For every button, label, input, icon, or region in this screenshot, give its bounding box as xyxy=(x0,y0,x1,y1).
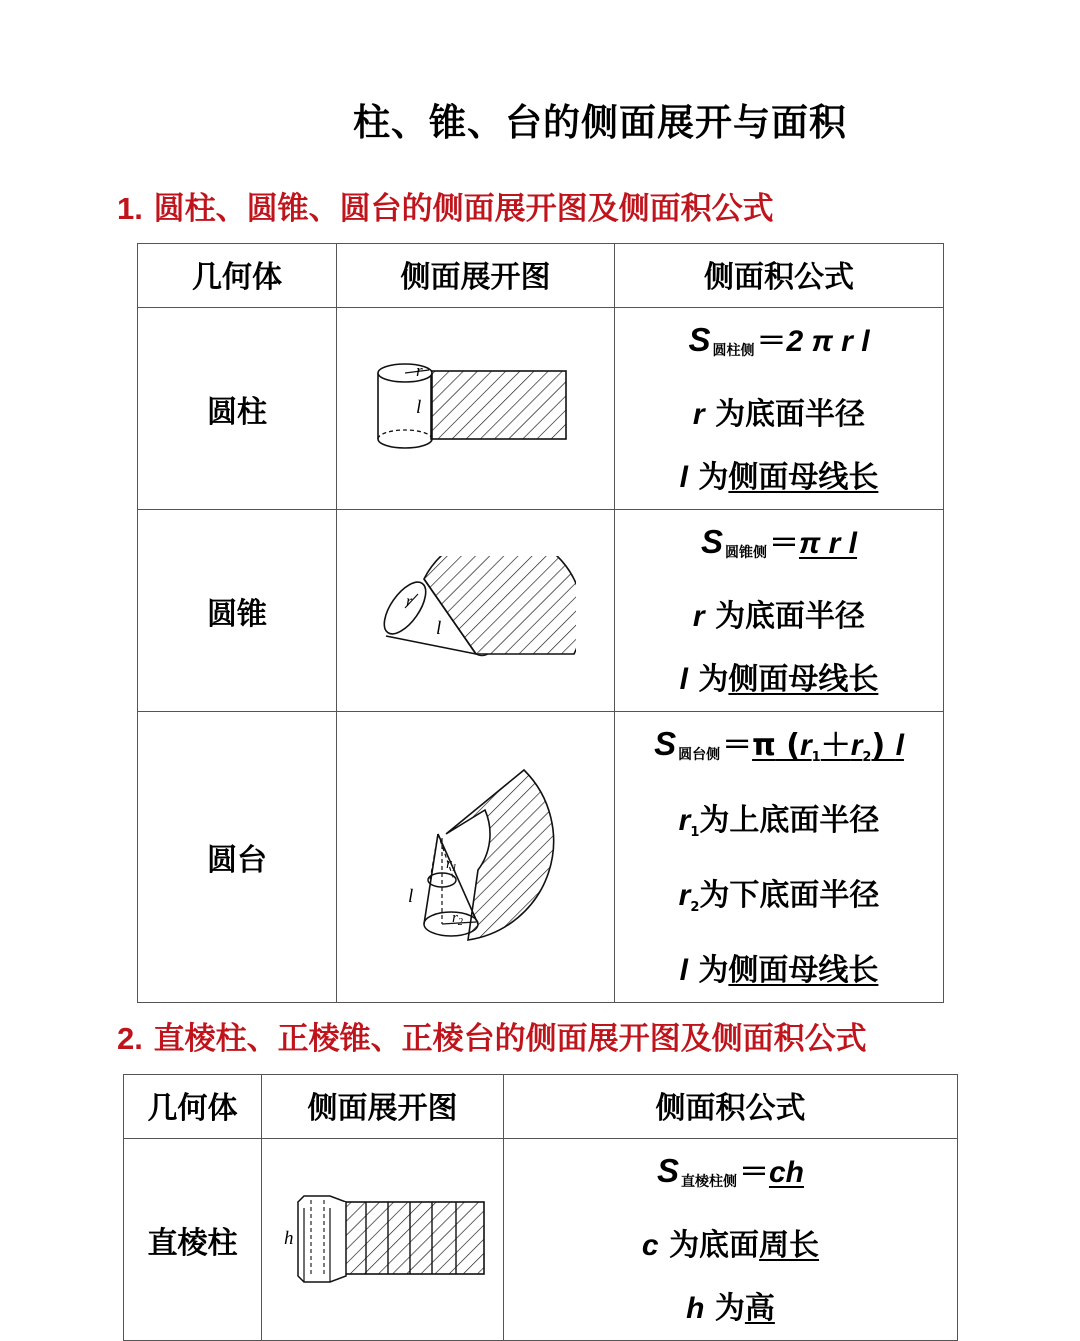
header-solid: 几何体 xyxy=(124,1075,262,1139)
row-name-frustum: 圆台 xyxy=(138,712,337,1003)
label-r: r xyxy=(415,360,423,380)
header-formula: 侧面积公式 xyxy=(504,1075,958,1139)
frustum-net-figure xyxy=(337,712,615,1003)
row-name-cone: 圆锥 xyxy=(138,510,337,712)
cylinder-var-r: r 为底面半径 xyxy=(692,397,866,432)
prism-formula-cell xyxy=(504,1139,958,1341)
section1-heading xyxy=(117,183,774,228)
header-net: 侧面展开图 xyxy=(262,1075,504,1139)
prism-var-h: h 为高 xyxy=(686,1291,775,1326)
frustum-var-r1: $r_1$为上底面半径 xyxy=(678,803,880,840)
section1-number: 1. xyxy=(117,191,143,226)
table-row xyxy=(138,308,944,510)
table-row xyxy=(138,712,944,1003)
header-formula: 侧面积公式 xyxy=(615,244,944,308)
prism-area-formula: S $_{直棱柱侧}$＝ch xyxy=(656,1152,805,1190)
cone-area-formula: S $_{圆锥侧}$＝π r l xyxy=(700,523,858,561)
cylinder-net-diagram xyxy=(376,359,576,459)
prism-net-figure xyxy=(262,1139,504,1341)
cone-net-diagram xyxy=(376,556,576,666)
cone-formula-cell xyxy=(615,510,944,712)
cylinder-area-formula: S $_{圆柱侧}$＝2 π r l xyxy=(688,321,870,359)
label-r1: $r_1$ xyxy=(445,856,457,874)
table-header-row xyxy=(138,244,944,308)
frustum-net-diagram xyxy=(386,762,566,952)
label-h: h xyxy=(283,1227,293,1249)
label-l: l xyxy=(415,396,421,418)
frustum-var-l: l 为侧面母线长 xyxy=(679,953,879,988)
cylinder-formula-cell xyxy=(615,308,944,510)
label-l: l xyxy=(407,886,413,907)
rotation-solids-table xyxy=(137,243,944,1003)
header-net: 侧面展开图 xyxy=(337,244,615,308)
label-l: l xyxy=(435,617,441,639)
table-header-row xyxy=(124,1075,958,1139)
label-r: r xyxy=(405,592,412,610)
prism-net-diagram xyxy=(278,1190,488,1290)
prism-var-c: c 为底面周长 xyxy=(641,1228,820,1263)
section2-heading xyxy=(117,1013,867,1058)
header-solid: 几何体 xyxy=(138,244,337,308)
prism-table xyxy=(123,1074,958,1341)
frustum-area-formula: S $_{圆台侧}$＝π $(r_1+r_2)$ l xyxy=(654,725,904,765)
row-name-right-prism: 直棱柱 xyxy=(124,1139,262,1341)
cylinder-net-figure xyxy=(337,308,615,510)
table-row xyxy=(124,1139,958,1341)
section2-number: 2. xyxy=(117,1021,143,1056)
frustum-formula-cell xyxy=(615,712,944,1003)
cone-var-l: l 为侧面母线长 xyxy=(679,662,879,697)
section1-heading-text: 圆柱、圆锥、圆台的侧面展开图及侧面积公式 xyxy=(153,191,774,227)
row-name-cylinder: 圆柱 xyxy=(138,308,337,510)
table-row xyxy=(138,510,944,712)
cone-net-figure xyxy=(337,510,615,712)
label-r2: $r_2$ xyxy=(451,910,463,928)
section2-heading-text: 直棱柱、正棱锥、正棱台的侧面展开图及侧面积公式 xyxy=(153,1021,867,1057)
cone-var-r: r 为底面半径 xyxy=(692,599,866,634)
cylinder-var-l: l 为侧面母线长 xyxy=(679,460,879,495)
page-title: 柱、锥、台的侧面展开与面积 xyxy=(353,101,847,144)
frustum-var-r2: $r_2$为下底面半径 xyxy=(678,878,880,915)
